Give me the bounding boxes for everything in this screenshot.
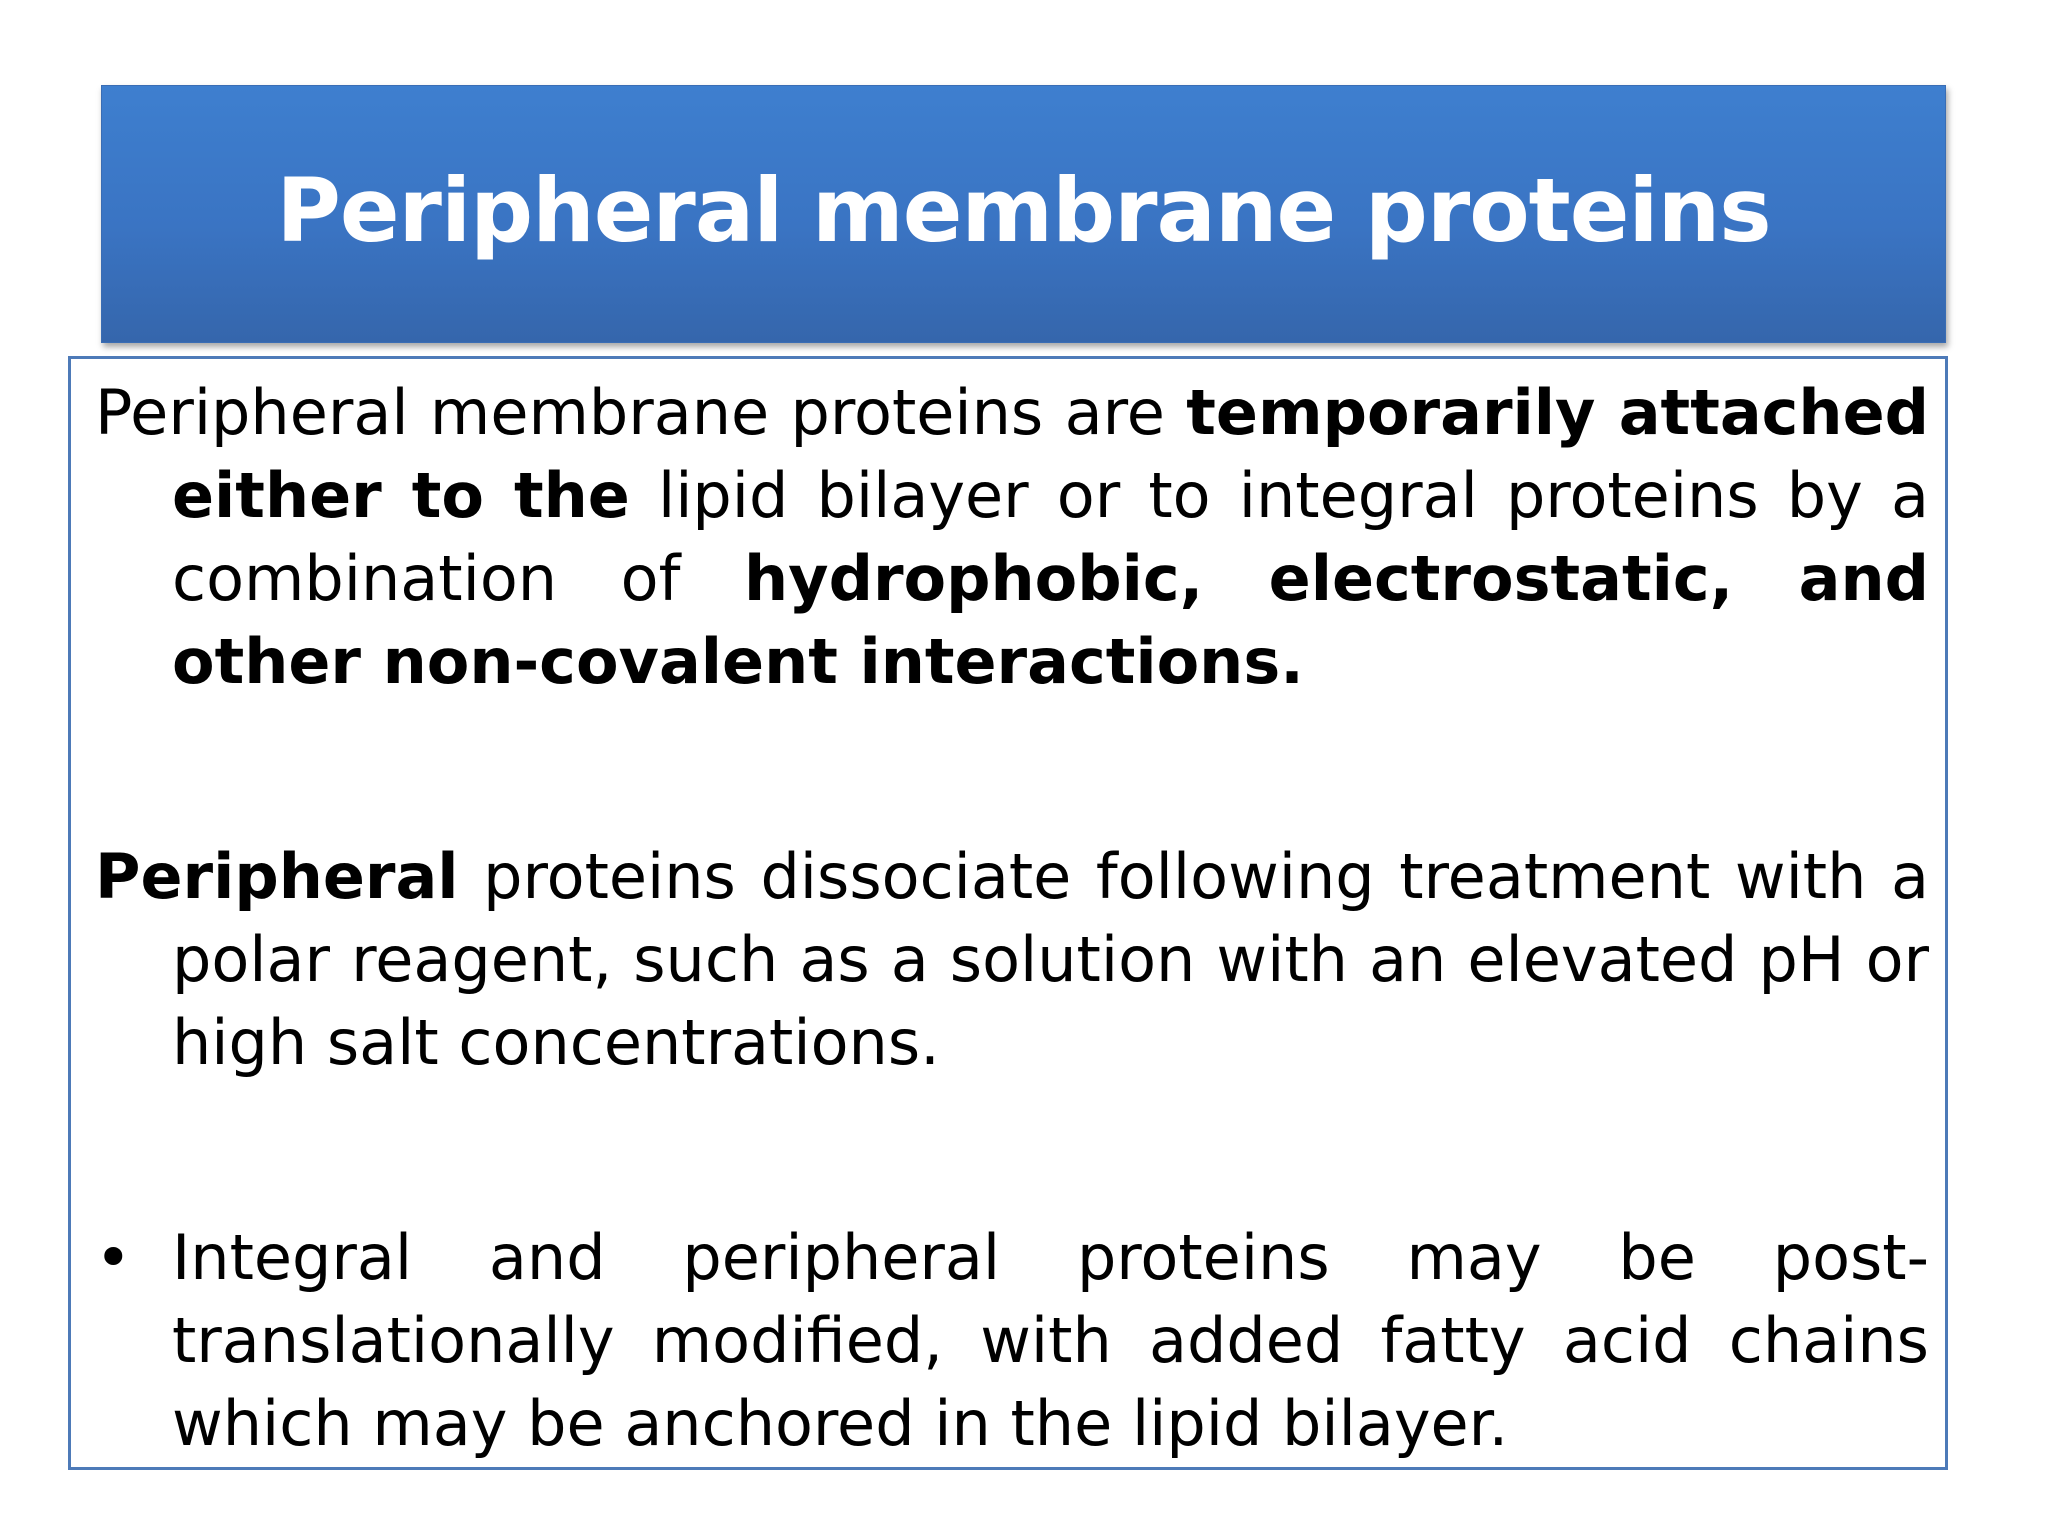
title-banner bbox=[101, 85, 1946, 343]
bullet-text: Integral and peripheral proteins may be post-translationally modified, with added fatty acid chains which may be anchored in the lipid bilayer. bbox=[172, 1221, 1929, 1460]
paragraph-text: lipid bilayer or to integral proteins by a combination of bbox=[172, 459, 1929, 615]
bullet-item bbox=[95, 1216, 1929, 1465]
paragraph-bold-text: Peripheral bbox=[95, 840, 459, 913]
paragraph-dissociation bbox=[95, 835, 1929, 1084]
slide-title: Peripheral membrane proteins bbox=[276, 158, 1771, 262]
paragraph-bold-text: hydrophobic, electrostatic, and other non-covalent interactions. bbox=[172, 542, 1929, 698]
bullet-marker: • bbox=[95, 1221, 132, 1294]
paragraph-text: proteins dissociate following treatment with a polar reagent, such as a solution with an elevated pH or high salt concentrations. bbox=[172, 840, 1929, 1079]
paragraph-attachment bbox=[95, 371, 1929, 703]
content-body bbox=[95, 371, 1929, 1465]
content-box bbox=[68, 356, 1948, 1470]
spacer bbox=[95, 1084, 1929, 1216]
paragraph-text: Peripheral membrane proteins are bbox=[95, 376, 1187, 449]
paragraph-bold-text: temporarily attached either to the bbox=[172, 376, 1929, 532]
spacer bbox=[95, 703, 1929, 835]
